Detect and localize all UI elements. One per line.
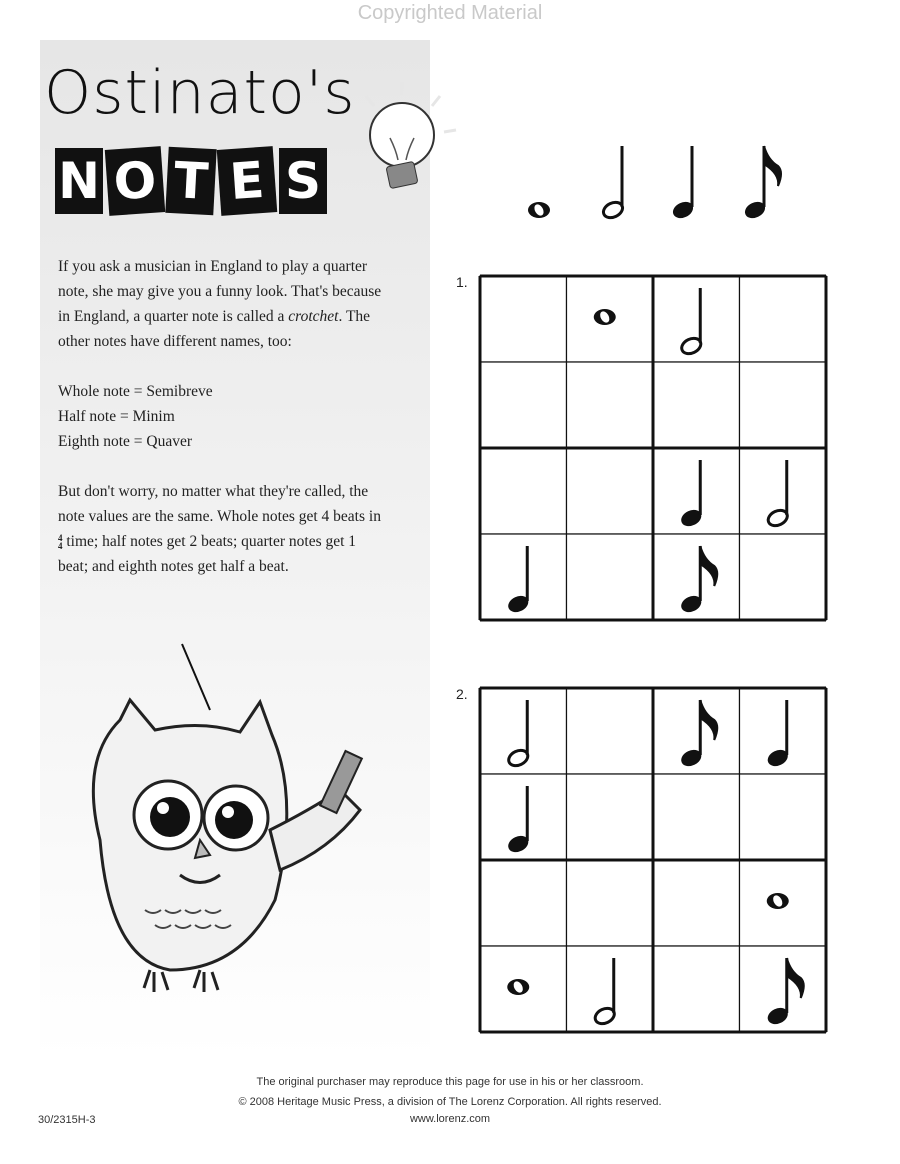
note-name-item: Half note = Minim [58,408,175,425]
copyright-watermark: Copyrighted Material [357,2,543,24]
grid-cell[interactable] [567,860,654,946]
page-title-notes [55,148,327,214]
note-name-item: Whole note = Semibreve [58,383,213,400]
grid-cell[interactable] [567,448,654,534]
grid-cell[interactable] [567,688,654,774]
footer-permission: The original purchaser may reproduce this page for use in his or her classroom. [256,1076,644,1088]
footer-code: 30/2315H-3 [38,1114,96,1126]
whole-note-icon [507,979,529,995]
whole-note-icon [594,309,616,325]
grid-cell[interactable] [653,860,740,946]
half-note-icon [601,146,625,221]
grid-cell[interactable] [653,946,740,1032]
grid-cell[interactable] [480,448,567,534]
grid-cell[interactable] [480,860,567,946]
whole-note-icon [528,202,550,218]
title-letter: S [279,148,327,214]
title-letter: E [217,146,277,216]
whole-note-icon [767,893,789,909]
eighth-note-icon [743,146,781,221]
grid-cell[interactable] [567,362,654,448]
note-names-list [58,379,383,454]
time-signature: 4 4 [58,533,63,552]
puzzle-1-label: 1. [456,274,468,290]
title-letter: T [165,147,216,215]
quarter-note-icon [671,146,695,221]
grid-cell[interactable] [480,276,567,362]
grid-cell[interactable] [480,362,567,448]
intro-text [58,254,383,604]
note-legend [515,140,795,230]
light-bulb-icon [352,80,462,220]
page-title-script: Ostinato's [44,58,356,128]
footer-website: www.lorenz.com [409,1113,491,1125]
grid-cell[interactable] [653,362,740,448]
intro-paragraph-2: But don't worry, no matter what they're called, the note values are the same. Whole notes get 4 beats in 4 4 time; half notes get 2 beats; quarter notes get 1 beat; and eighth notes get half a beat. [58,483,381,575]
puzzle-2-grid[interactable] [478,686,828,1034]
grid-cell[interactable] [740,774,827,860]
title-letter: N [55,148,103,214]
grid-cell[interactable] [740,276,827,362]
grid-cell[interactable] [567,534,654,620]
grid-cell[interactable] [740,362,827,448]
title-letter: O [105,146,165,216]
note-name-item: Eighth note = Quaver [58,433,192,450]
owl-mascot-illustration [60,640,390,1010]
puzzle-2-label: 2. [456,686,468,702]
footer-copyright: © 2008 Heritage Music Press, a division of The Lorenz Corporation. All rights reserved. [238,1096,662,1108]
intro-paragraph-1: If you ask a musician in England to play a quarter note, she may give you a funny look. That's because in England, a quarter note is called a crotchet. The other notes have different names, too: [58,258,382,350]
puzzle-1-grid[interactable] [478,274,828,622]
grid-cell[interactable] [567,774,654,860]
grid-cell[interactable] [740,534,827,620]
grid-cell[interactable] [653,774,740,860]
